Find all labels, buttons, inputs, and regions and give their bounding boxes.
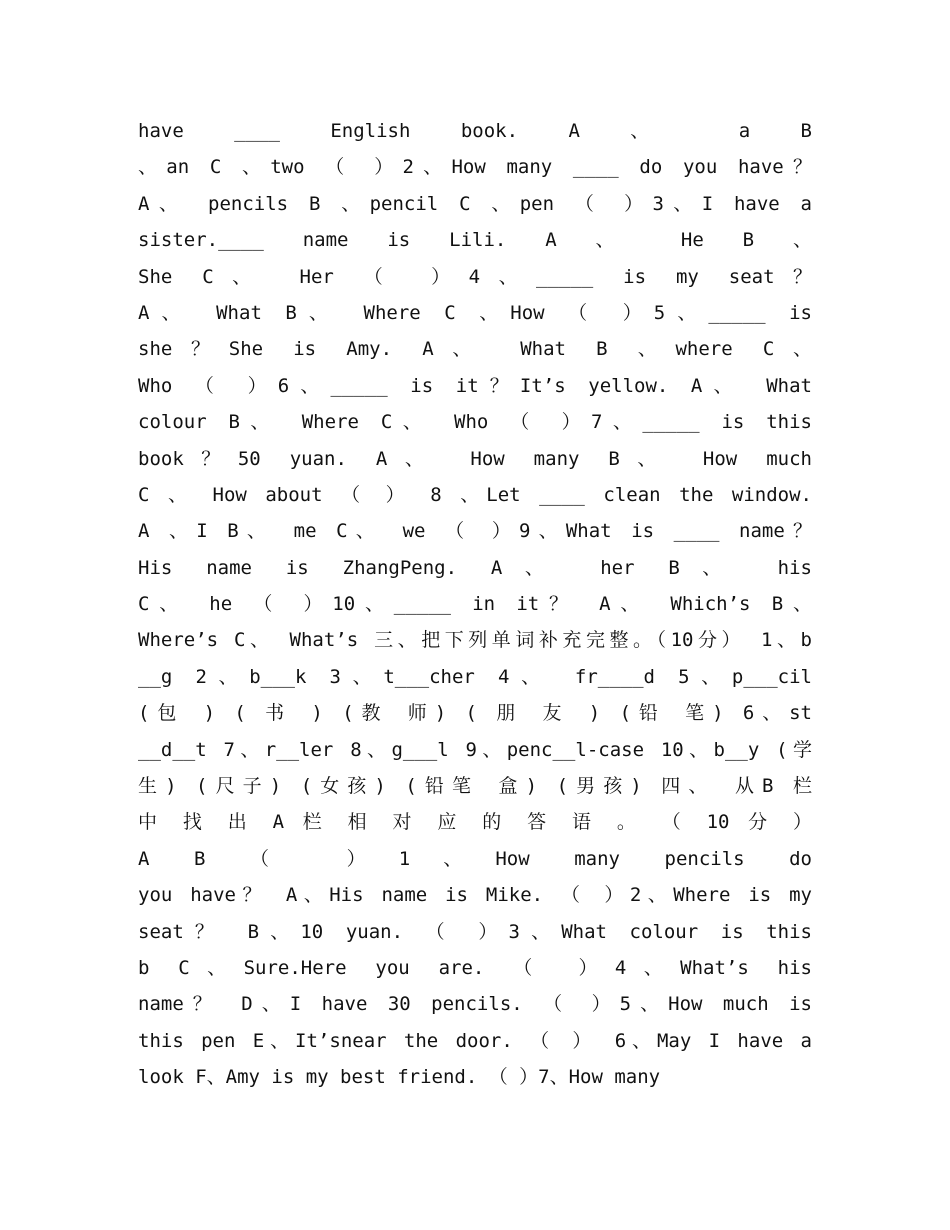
text-line: colour B、 Where C、 Who （ ）7、_____ is this bbox=[138, 411, 812, 434]
text-line: 生) (尺子) (女孩) (铅笔 盒) (男孩) 四、 从B 栏 bbox=[138, 775, 812, 798]
text-line: sister.____ name is Lili. A 、 He B 、 bbox=[138, 229, 812, 252]
text-line: A、 pencils B 、pencil C 、pen （ ）3、I have a bbox=[138, 192, 812, 215]
text-line: b C、Sure.Here you are. （ ）4、What’s his bbox=[138, 956, 812, 979]
worksheet-text bbox=[138, 113, 812, 1096]
text-line: A、 What B、 Where C 、How （ ）5、_____ is bbox=[138, 301, 812, 324]
text-line: His name is ZhangPeng. A、 her B、 his bbox=[138, 556, 812, 579]
text-line: look F、Amy is my best friend. （ ）7、How many bbox=[138, 1066, 661, 1089]
text-line: __g 2、b___k 3、t___cher 4、 fr____d 5、p___cil bbox=[138, 665, 812, 688]
text-line: have ____ English book. A 、 a B bbox=[138, 120, 812, 142]
text-line: __d__t 7、r__ler 8、g___l 9、penc__l-case 10、b__y (学 bbox=[138, 738, 812, 761]
text-line: C、 he （ ）10、_____ in it？ A、 Which’s B、 bbox=[138, 593, 812, 616]
text-line: book？50 yuan. A、 How many B、 How much bbox=[138, 447, 812, 470]
text-line: she？She is Amy. A、 What B 、where C、 bbox=[138, 338, 812, 361]
text-line: 、an C 、two （ ）2、How many ____ do you have？ bbox=[138, 156, 812, 179]
text-line: Where’s C、 What’s 三、把下列单词补充完整。（10分） 1、b bbox=[138, 629, 812, 652]
text-line: (包 ) ( 书 ) (教 师) ( 朋 友 ) (铅 笔) 6、st bbox=[138, 702, 812, 725]
text-line: She C、 Her （ ）4、_____ is my seat？ bbox=[138, 265, 812, 288]
text-line: name？ D、I have 30 pencils. （ ）5、How much is bbox=[138, 993, 812, 1016]
text-line: Who （ ）6、_____ is it？It’s yellow. A、 What bbox=[138, 374, 812, 397]
text-line: C 、 How about （ ） 8 、Let ____ clean the window. bbox=[138, 483, 812, 506]
text-line: you have？ A、His name is Mike. （ ）2、Where is my bbox=[138, 884, 812, 907]
text-line: A B （ ）1、How many pencils do bbox=[138, 847, 812, 870]
text-line: A 、I B、 me C、 we （ ）9、What is ____ name？ bbox=[138, 520, 812, 543]
text-line: this pen E、It’snear the door. （ ） 6、May I have a bbox=[138, 1029, 812, 1052]
text-line: 中 找 出 A 栏 相 对 应 的 答 语 。 （ 10 分 ） bbox=[138, 811, 812, 834]
text-line: seat？ B、10 yuan. （ ）3、What colour is this bbox=[138, 920, 812, 943]
